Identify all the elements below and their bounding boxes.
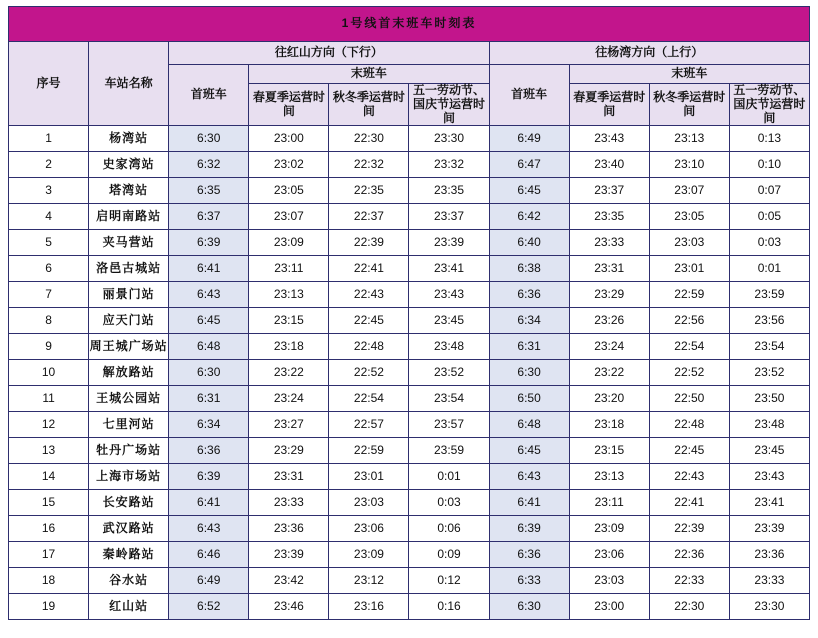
row-up-spring-summer: 23:37: [569, 178, 649, 204]
row-down-autumn-winter: 23:09: [329, 542, 409, 568]
row-station: 七里河站: [89, 412, 169, 438]
row-down-first: 6:30: [169, 360, 249, 386]
row-up-autumn-winter: 22:50: [649, 386, 729, 412]
row-index: 2: [9, 152, 89, 178]
table-row: [9, 594, 810, 620]
row-down-spring-summer: 23:27: [249, 412, 329, 438]
row-station: 丽景门站: [89, 282, 169, 308]
row-station: 周王城广场站: [89, 334, 169, 360]
row-up-holiday: 23:43: [729, 464, 809, 490]
row-down-holiday: 0:16: [409, 594, 489, 620]
row-down-holiday: 0:09: [409, 542, 489, 568]
row-up-spring-summer: 23:31: [569, 256, 649, 282]
row-up-autumn-winter: 22:45: [649, 438, 729, 464]
row-station: 武汉路站: [89, 516, 169, 542]
row-down-first: 6:45: [169, 308, 249, 334]
row-up-autumn-winter: 22:59: [649, 282, 729, 308]
table-row: [9, 204, 810, 230]
row-up-autumn-winter: 23:13: [649, 126, 729, 152]
row-up-spring-summer: 23:40: [569, 152, 649, 178]
header-last-train-down: 末班车: [249, 65, 489, 84]
row-up-holiday: 23:33: [729, 568, 809, 594]
row-down-spring-summer: 23:29: [249, 438, 329, 464]
row-down-spring-summer: 23:22: [249, 360, 329, 386]
row-up-holiday: 0:07: [729, 178, 809, 204]
row-down-holiday: 23:35: [409, 178, 489, 204]
row-index: 19: [9, 594, 89, 620]
header-index: 序号: [9, 42, 89, 126]
header-first-train-down: 首班车: [169, 65, 249, 126]
row-up-first: 6:31: [489, 334, 569, 360]
row-down-autumn-winter: 22:54: [329, 386, 409, 412]
row-up-spring-summer: 23:15: [569, 438, 649, 464]
row-down-holiday: 23:43: [409, 282, 489, 308]
table-row: [9, 308, 810, 334]
row-down-first: 6:31: [169, 386, 249, 412]
row-down-spring-summer: 23:39: [249, 542, 329, 568]
row-down-autumn-winter: 22:41: [329, 256, 409, 282]
row-down-first: 6:39: [169, 464, 249, 490]
row-station: 长安路站: [89, 490, 169, 516]
row-station: 王城公园站: [89, 386, 169, 412]
row-up-autumn-winter: 22:33: [649, 568, 729, 594]
row-up-first: 6:45: [489, 178, 569, 204]
table-row: [9, 542, 810, 568]
row-up-spring-summer: 23:26: [569, 308, 649, 334]
row-up-first: 6:48: [489, 412, 569, 438]
row-down-spring-summer: 23:46: [249, 594, 329, 620]
row-station: 红山站: [89, 594, 169, 620]
row-down-first: 6:48: [169, 334, 249, 360]
row-down-holiday: 23:45: [409, 308, 489, 334]
row-up-first: 6:43: [489, 464, 569, 490]
row-down-autumn-winter: 22:43: [329, 282, 409, 308]
row-up-holiday: 23:41: [729, 490, 809, 516]
row-down-autumn-winter: 22:30: [329, 126, 409, 152]
row-up-holiday: 23:59: [729, 282, 809, 308]
row-station: 解放路站: [89, 360, 169, 386]
row-up-holiday: 23:56: [729, 308, 809, 334]
row-up-autumn-winter: 22:39: [649, 516, 729, 542]
row-down-holiday: 23:54: [409, 386, 489, 412]
row-down-spring-summer: 23:33: [249, 490, 329, 516]
row-down-holiday: 0:06: [409, 516, 489, 542]
row-index: 14: [9, 464, 89, 490]
row-up-autumn-winter: 22:56: [649, 308, 729, 334]
row-index: 16: [9, 516, 89, 542]
row-station: 史家湾站: [89, 152, 169, 178]
row-up-first: 6:41: [489, 490, 569, 516]
header-last-train-up: 末班车: [569, 65, 809, 84]
row-station: 应天门站: [89, 308, 169, 334]
row-up-first: 6:30: [489, 360, 569, 386]
row-down-spring-summer: 23:31: [249, 464, 329, 490]
header-direction-down: 往红山方向（下行）: [169, 42, 489, 65]
row-up-autumn-winter: 23:05: [649, 204, 729, 230]
row-down-autumn-winter: 23:03: [329, 490, 409, 516]
table-row: [9, 230, 810, 256]
row-down-first: 6:52: [169, 594, 249, 620]
row-index: 7: [9, 282, 89, 308]
row-down-holiday: 23:37: [409, 204, 489, 230]
row-down-holiday: 23:52: [409, 360, 489, 386]
row-station: 塔湾站: [89, 178, 169, 204]
row-down-holiday: 23:39: [409, 230, 489, 256]
row-up-holiday: 0:03: [729, 230, 809, 256]
row-up-spring-summer: 23:29: [569, 282, 649, 308]
row-index: 10: [9, 360, 89, 386]
row-down-spring-summer: 23:13: [249, 282, 329, 308]
row-up-spring-summer: 23:06: [569, 542, 649, 568]
table-row: [9, 438, 810, 464]
table-row: [9, 568, 810, 594]
row-up-holiday: 0:01: [729, 256, 809, 282]
row-down-holiday: 23:30: [409, 126, 489, 152]
row-up-holiday: 23:39: [729, 516, 809, 542]
row-index: 17: [9, 542, 89, 568]
header-season-autumn-winter-up: 秋冬季运营时间: [649, 84, 729, 126]
row-up-spring-summer: 23:33: [569, 230, 649, 256]
row-down-autumn-winter: 22:57: [329, 412, 409, 438]
row-down-first: 6:41: [169, 256, 249, 282]
header-row-direction: [9, 42, 810, 65]
row-down-first: 6:37: [169, 204, 249, 230]
row-up-autumn-winter: 23:03: [649, 230, 729, 256]
row-up-first: 6:34: [489, 308, 569, 334]
row-up-first: 6:36: [489, 542, 569, 568]
row-index: 11: [9, 386, 89, 412]
row-up-first: 6:33: [489, 568, 569, 594]
row-down-spring-summer: 23:18: [249, 334, 329, 360]
row-index: 12: [9, 412, 89, 438]
row-up-autumn-winter: 23:10: [649, 152, 729, 178]
row-down-spring-summer: 23:15: [249, 308, 329, 334]
row-index: 13: [9, 438, 89, 464]
row-down-autumn-winter: 22:59: [329, 438, 409, 464]
row-up-autumn-winter: 22:48: [649, 412, 729, 438]
table-row: [9, 360, 810, 386]
row-index: 5: [9, 230, 89, 256]
row-up-holiday: 23:54: [729, 334, 809, 360]
row-index: 6: [9, 256, 89, 282]
row-down-first: 6:39: [169, 230, 249, 256]
row-down-autumn-winter: 22:32: [329, 152, 409, 178]
row-down-first: 6:36: [169, 438, 249, 464]
row-index: 3: [9, 178, 89, 204]
row-up-first: 6:50: [489, 386, 569, 412]
row-up-spring-summer: 23:09: [569, 516, 649, 542]
row-up-holiday: 23:30: [729, 594, 809, 620]
row-down-holiday: 23:59: [409, 438, 489, 464]
row-down-first: 6:32: [169, 152, 249, 178]
table-row: [9, 490, 810, 516]
row-up-first: 6:38: [489, 256, 569, 282]
row-down-autumn-winter: 23:06: [329, 516, 409, 542]
row-station: 启明南路站: [89, 204, 169, 230]
row-up-holiday: 0:05: [729, 204, 809, 230]
row-up-first: 6:47: [489, 152, 569, 178]
page-title: 1号线首末班车时刻表: [9, 7, 810, 42]
row-up-holiday: 23:52: [729, 360, 809, 386]
table-row: [9, 256, 810, 282]
row-down-holiday: 23:41: [409, 256, 489, 282]
row-down-spring-summer: 23:11: [249, 256, 329, 282]
header-season-spring-summer-up: 春夏季运营时间: [569, 84, 649, 126]
row-up-holiday: 23:36: [729, 542, 809, 568]
row-up-holiday: 23:50: [729, 386, 809, 412]
row-up-autumn-winter: 22:54: [649, 334, 729, 360]
row-up-first: 6:39: [489, 516, 569, 542]
row-down-autumn-winter: 22:39: [329, 230, 409, 256]
timetable-body: [9, 7, 810, 620]
row-up-autumn-winter: 22:41: [649, 490, 729, 516]
row-down-spring-summer: 23:09: [249, 230, 329, 256]
row-down-first: 6:49: [169, 568, 249, 594]
title-row: [9, 7, 810, 42]
row-station: 上海市场站: [89, 464, 169, 490]
row-down-holiday: 0:12: [409, 568, 489, 594]
row-index: 8: [9, 308, 89, 334]
row-station: 谷水站: [89, 568, 169, 594]
row-up-holiday: 0:10: [729, 152, 809, 178]
row-up-first: 6:42: [489, 204, 569, 230]
table-row: [9, 386, 810, 412]
row-up-autumn-winter: 22:30: [649, 594, 729, 620]
row-up-autumn-winter: 23:07: [649, 178, 729, 204]
row-up-spring-summer: 23:35: [569, 204, 649, 230]
row-down-holiday: 23:48: [409, 334, 489, 360]
header-season-holiday-up: 五一劳动节、国庆节运营时间: [729, 84, 809, 126]
header-station: 车站名称: [89, 42, 169, 126]
header-season-autumn-winter-down: 秋冬季运营时间: [329, 84, 409, 126]
row-station: 杨湾站: [89, 126, 169, 152]
row-up-autumn-winter: 22:36: [649, 542, 729, 568]
row-down-spring-summer: 23:00: [249, 126, 329, 152]
header-first-train-up: 首班车: [489, 65, 569, 126]
row-up-holiday: 23:45: [729, 438, 809, 464]
row-up-spring-summer: 23:03: [569, 568, 649, 594]
row-down-holiday: 0:01: [409, 464, 489, 490]
row-station: 夹马营站: [89, 230, 169, 256]
row-up-spring-summer: 23:00: [569, 594, 649, 620]
row-up-spring-summer: 23:43: [569, 126, 649, 152]
row-down-spring-summer: 23:05: [249, 178, 329, 204]
row-down-holiday: 23:57: [409, 412, 489, 438]
row-down-first: 6:34: [169, 412, 249, 438]
row-down-autumn-winter: 22:35: [329, 178, 409, 204]
row-station: 秦岭路站: [89, 542, 169, 568]
row-up-first: 6:36: [489, 282, 569, 308]
row-down-first: 6:41: [169, 490, 249, 516]
timetable: [8, 6, 810, 620]
table-row: [9, 152, 810, 178]
row-down-first: 6:43: [169, 282, 249, 308]
row-index: 1: [9, 126, 89, 152]
header-season-holiday-down: 五一劳动节、国庆节运营时间: [409, 84, 489, 126]
row-up-holiday: 0:13: [729, 126, 809, 152]
row-up-autumn-winter: 22:43: [649, 464, 729, 490]
table-row: [9, 126, 810, 152]
table-row: [9, 464, 810, 490]
row-down-first: 6:43: [169, 516, 249, 542]
row-index: 15: [9, 490, 89, 516]
row-down-autumn-winter: 23:16: [329, 594, 409, 620]
row-index: 4: [9, 204, 89, 230]
row-down-autumn-winter: 22:37: [329, 204, 409, 230]
row-down-first: 6:46: [169, 542, 249, 568]
row-station: 牡丹广场站: [89, 438, 169, 464]
row-down-spring-summer: 23:42: [249, 568, 329, 594]
row-up-spring-summer: 23:18: [569, 412, 649, 438]
row-down-autumn-winter: 23:12: [329, 568, 409, 594]
row-up-holiday: 23:48: [729, 412, 809, 438]
row-up-first: 6:49: [489, 126, 569, 152]
row-up-spring-summer: 23:24: [569, 334, 649, 360]
row-index: 9: [9, 334, 89, 360]
row-up-first: 6:30: [489, 594, 569, 620]
row-up-first: 6:45: [489, 438, 569, 464]
table-row: [9, 178, 810, 204]
row-up-autumn-winter: 22:52: [649, 360, 729, 386]
row-up-spring-summer: 23:22: [569, 360, 649, 386]
row-station: 洛邑古城站: [89, 256, 169, 282]
row-down-autumn-winter: 22:52: [329, 360, 409, 386]
row-down-spring-summer: 23:36: [249, 516, 329, 542]
row-down-holiday: 23:32: [409, 152, 489, 178]
row-up-first: 6:40: [489, 230, 569, 256]
row-up-spring-summer: 23:11: [569, 490, 649, 516]
table-row: [9, 282, 810, 308]
row-down-spring-summer: 23:07: [249, 204, 329, 230]
table-row: [9, 516, 810, 542]
row-down-autumn-winter: 23:01: [329, 464, 409, 490]
row-up-spring-summer: 23:20: [569, 386, 649, 412]
row-down-autumn-winter: 22:48: [329, 334, 409, 360]
header-direction-up: 往杨湾方向（上行）: [489, 42, 809, 65]
row-index: 18: [9, 568, 89, 594]
row-down-spring-summer: 23:02: [249, 152, 329, 178]
row-down-holiday: 0:03: [409, 490, 489, 516]
row-up-spring-summer: 23:13: [569, 464, 649, 490]
row-down-spring-summer: 23:24: [249, 386, 329, 412]
row-down-autumn-winter: 22:45: [329, 308, 409, 334]
row-down-first: 6:30: [169, 126, 249, 152]
table-row: [9, 412, 810, 438]
row-down-first: 6:35: [169, 178, 249, 204]
row-up-autumn-winter: 23:01: [649, 256, 729, 282]
header-season-spring-summer-down: 春夏季运营时间: [249, 84, 329, 126]
table-row: [9, 334, 810, 360]
